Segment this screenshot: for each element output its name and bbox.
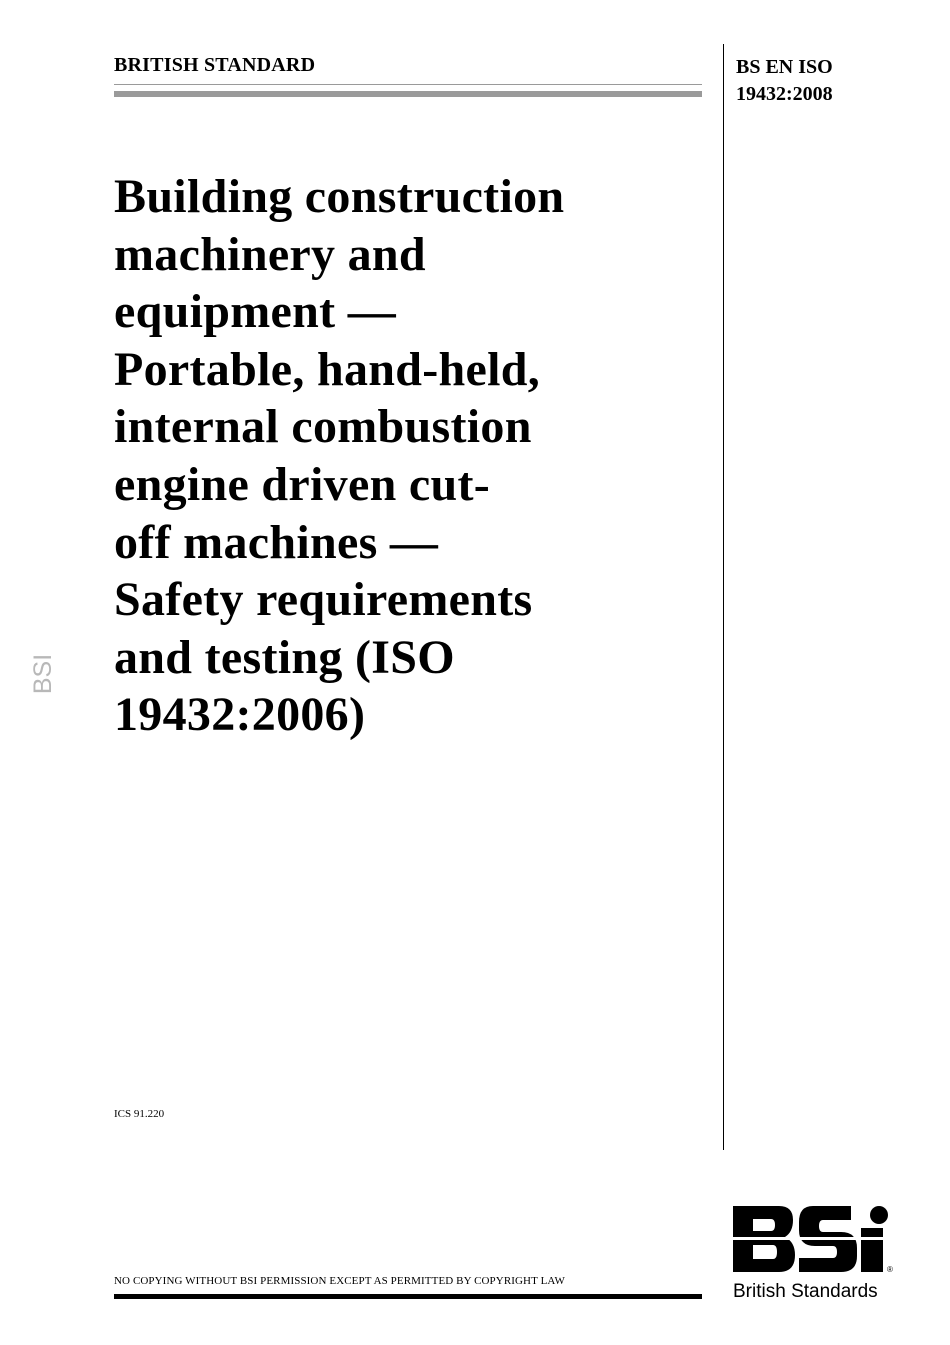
title-line: and testing (ISO xyxy=(114,630,455,684)
title-line: Safety requirements xyxy=(114,573,533,627)
standard-number xyxy=(736,54,833,108)
title-line: off machines — xyxy=(114,515,439,569)
title-line: Portable, hand-held, xyxy=(114,342,541,396)
copyright-notice: NO COPYING WITHOUT BSI PERMISSION EXCEPT AS PERMITTED BY COPYRIGHT LAW xyxy=(114,1275,566,1287)
title-line: equipment — xyxy=(114,285,396,339)
standard-number-line-1: BS EN ISO xyxy=(736,56,833,78)
header-divider-thick xyxy=(114,91,702,97)
document-type-label: BRITISH STANDARD xyxy=(114,54,316,76)
title-line: machinery and xyxy=(114,227,426,281)
watermark-line-2: BSI xyxy=(29,653,57,695)
standard-number-line-2: 19432:2008 xyxy=(736,83,833,105)
header-divider-thin xyxy=(114,84,702,85)
title-line: Building construction xyxy=(114,170,565,223)
footer-divider xyxy=(114,1294,702,1299)
document-title xyxy=(114,168,714,744)
bsi-logo xyxy=(733,1206,893,1306)
license-watermark xyxy=(0,0,72,1345)
registered-mark: ® xyxy=(887,1265,893,1272)
title-line: internal combustion xyxy=(114,400,532,454)
vertical-divider xyxy=(723,44,724,1150)
bsi-wordmark-icon xyxy=(733,1206,893,1272)
title-line: engine driven cut- xyxy=(114,457,491,511)
ics-code: ICS 91.220 xyxy=(114,1108,165,1120)
logo-tagline: British Standards xyxy=(733,1281,878,1302)
title-line: 19432:2006) xyxy=(114,688,366,742)
